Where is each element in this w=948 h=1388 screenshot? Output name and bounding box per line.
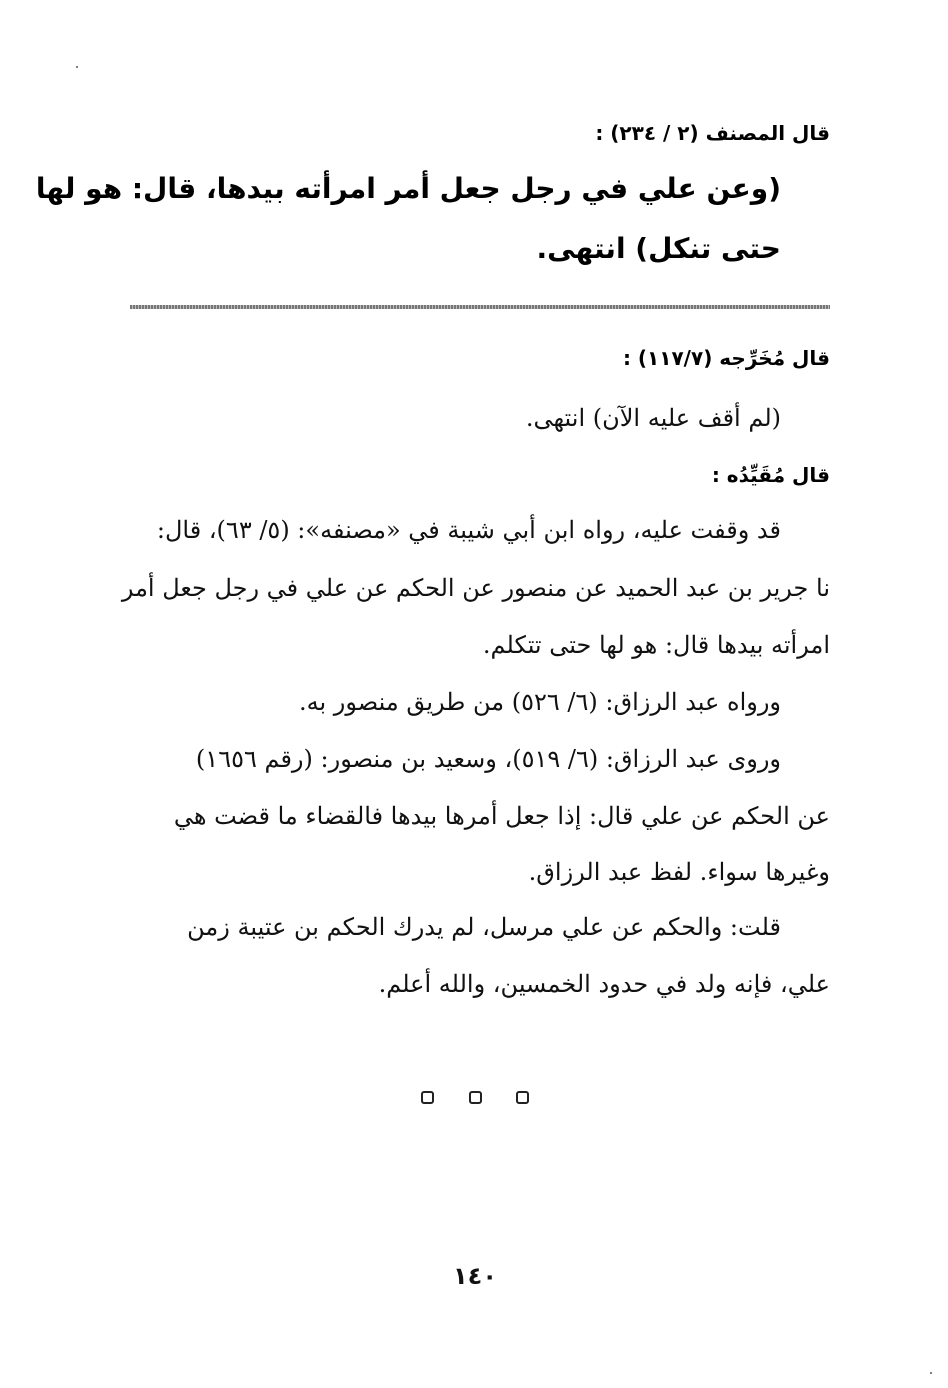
body-line-5: وروى عبد الرزاق: (٦/ ٥١٩)، وسعيد بن منصور: (رقم ١٦٥٦)	[195, 745, 781, 773]
takhrij-line: (لم أقف عليه الآن) انتهى.	[525, 404, 781, 432]
body-line-9: علي، فإنه ولد في حدود الخمسين، والله أعلم.	[378, 970, 830, 998]
quote-line-2: حتى تنكل) انتهى.	[536, 232, 781, 265]
separator-box-icon	[421, 1091, 434, 1104]
scan-speck	[930, 1372, 932, 1374]
body-line-8: قلت: والحكم عن علي مرسل، لم يدرك الحكم بن عتيبة زمن	[187, 913, 781, 941]
takhrij-heading: قال مُخَرِّجه (١١٧/٧) :	[622, 346, 830, 370]
quote-line-1: (وعن علي في رجل جعل أمر امرأته بيدها، قال: هو لها	[35, 172, 781, 205]
body-line-1: قد وقفت عليه، رواه ابن أبي شيبة في «مصنفه»: (٥/ ٦٣)، قال:	[156, 516, 781, 544]
page-number: ١٤٠	[453, 1262, 497, 1290]
body-line-4: ورواه عبد الرزاق: (٦/ ٥٢٦) من طريق منصور به.	[298, 688, 781, 716]
body-line-3: امرأته بيدها قال: هو لها حتى تتكلم.	[482, 631, 830, 659]
body-line-6: عن الحكم عن علي قال: إذا جعل أمرها بيدها فالقضاء ما قضت هي	[173, 802, 830, 830]
commentator-heading: قال مُقَيِّدُه :	[711, 463, 830, 487]
body-line-7: وغيرها سواء. لفظ عبد الرزاق.	[528, 858, 830, 886]
scan-speck	[76, 66, 78, 68]
separator-box-icon	[516, 1091, 529, 1104]
separator-box-icon	[469, 1091, 482, 1104]
section-divider	[130, 305, 830, 309]
body-line-2: نا جرير بن عبد الحميد عن منصور عن الحكم عن علي في رجل جعل أمر	[121, 574, 830, 602]
author-heading: قال المصنف (٢ / ٢٣٤) :	[595, 121, 830, 145]
